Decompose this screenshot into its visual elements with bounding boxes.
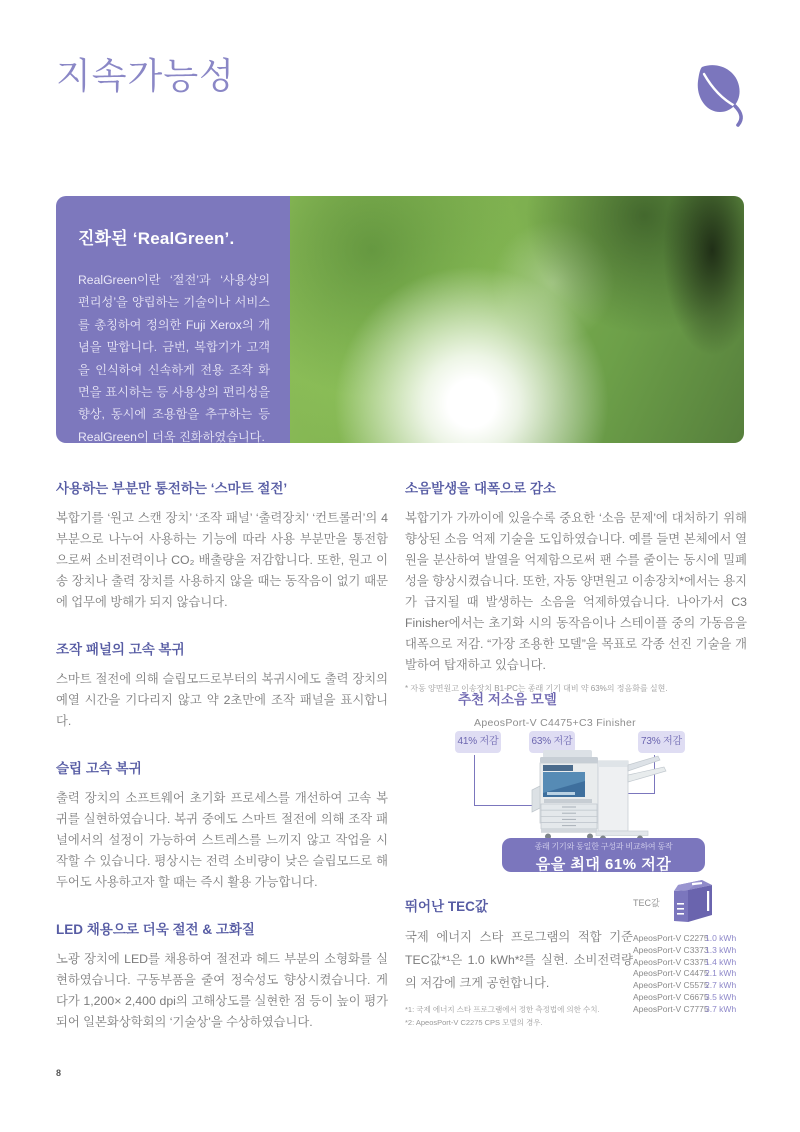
model-tec-value: 3.5 kWh — [705, 991, 737, 1002]
hero-text-panel — [56, 196, 290, 443]
section-smart-power-saving — [56, 477, 388, 613]
model-name: ApeosPort-V C4475 — [633, 968, 709, 979]
tec-label: TEC값 — [633, 897, 660, 908]
diagram-heading: 추천 저소음 모델 — [458, 692, 557, 707]
tec-model-row — [633, 992, 751, 1004]
tec-section — [405, 895, 750, 1029]
tec-model-list — [633, 933, 751, 1016]
callout-41-percent: 41% 저감 — [455, 731, 501, 753]
tec-value-list-block — [633, 877, 751, 1016]
model-name: ApeosPort-V C2275 — [633, 933, 709, 943]
callout-connector-line — [474, 755, 475, 805]
right-column — [405, 477, 747, 719]
banner-small-text: 종래 기기와 동일한 구성과 비교하여 동작 — [534, 842, 673, 851]
hero-banner — [56, 196, 744, 443]
section-panel-fast-recovery — [56, 638, 388, 732]
tec-model-row — [633, 933, 751, 945]
diagram-model-name: ApeosPort-V C4475+C3 Finisher — [474, 717, 636, 729]
section-noise-reduction — [405, 477, 747, 694]
tec-model-row — [633, 945, 751, 957]
section-heading: 슬립 고속 복귀 — [56, 761, 142, 776]
callout-73-percent: 73% 저감 — [638, 731, 685, 753]
model-name: ApeosPort-V C5575 — [633, 980, 709, 991]
section-heading: 뛰어난 TEC값 — [405, 899, 488, 914]
model-tec-value: 2.7 kWh — [705, 980, 737, 991]
multifunction-printer-illustration — [490, 748, 678, 843]
hero-body: RealGreen이란 ‘절전’과 ‘사용상의 편리성’을 양립하는 기술이나 서비스를 총칭하여 정의한 Fuji Xerox의 개념을 말합니다. 금번, 복합기가 고객을 인식하여 신속하게 전용 조작 화면을 표시하는 등 사용상의 편리성을 향상, 동시에 조용함을 추구하는 등 RealGreen이 더욱 진화하였습니다. — [78, 273, 270, 443]
section-body: 복합기를 ‘원고 스캔 장치’ ‘조작 패널’ ‘출력장치’ ‘컨트롤러’의 4 부분으로 나누어 사용하는 기능에 따라 사용 부분만을 통전함으로써 소비전력이나 CO₂ 배출량을 저감합니다. 또한, 원고 이송 장치나 출력 장치를 사용하지 않을 때는 동작음이 없기 때문에 업무에 방해가 되지 않습니다. — [56, 511, 388, 609]
section-heading: 소음발생을 대폭으로 감소 — [405, 481, 556, 496]
section-body: 복합기가 가까이에 있을수록 중요한 ‘소음 문제’에 대처하기 위해 향상된 소음 억제 기술을 도입하였습니다. 예를 들면 본체에서 열원을 분산하여 발열을 억제함으로써 팬 수를 줄이는 동시에 밀폐성을 향상시켰습니다. 또한, 자동 양면원고 이송장치*에서는 용지가 급지될 때 발생하는 소음을 억제하였습니다. 나아가서 C3 Finisher에서는 초기화 시의 동작음이나 스테이플 중의 가동음을 대폭으로 저감. “가장 조용한 모델”을 목표로 각종 선진 기술을 개발하여 탑재하고 있습니다. — [405, 511, 747, 672]
model-tec-value: 1.4 kWh — [705, 956, 737, 967]
model-tec-value: 1.3 kWh — [705, 944, 737, 955]
banner-big-text: 음을 최대 61% 저감 — [535, 856, 672, 873]
tec-footnote-1: *1: 국제 에너지 스타 프로그램에서 정한 측정법에 의한 수치. — [405, 1005, 600, 1014]
model-tec-value: 2.1 kWh — [705, 968, 737, 979]
tec-model-row — [633, 1004, 751, 1016]
noise-footnote: * 자동 양면원고 이송장치 B1-PC는 종래 기기 대비 약 63%의 정음화를 실현. — [405, 684, 668, 693]
hero-title: 진화된 ‘RealGreen’. — [78, 229, 235, 248]
model-tec-value: 1.0 kWh — [705, 933, 737, 943]
callout-63-percent: 63% 저감 — [529, 731, 575, 753]
forest-canopy-photo — [290, 196, 744, 443]
page-number: 8 — [56, 1068, 62, 1078]
section-body: 노광 장치에 LED를 채용하여 절전과 헤드 부분의 소형화를 실현하였습니다. 구동부품을 줄여 정숙성도 향상시켰습니다. 게다가 1,200× 2,400 dpi의 고해상도를 실현한 점 등이 높이 평가되어 일본화상학회의 ‘기술상’을 수상하였습니다. — [56, 952, 388, 1029]
section-body: 출력 장치의 소프트웨어 초기화 프로세스를 개선하여 고속 복귀를 실현하였습니다. 복귀 중에도 스마트 절전에 의해 조작 패널에서의 설정이 가능하여 스트레스를 느끼지 않고 작업을 시작할 수 있습니다. 평상시는 전력 소비량이 낮은 슬립모드로 해 두어도 사용하고자 할 때는 즉시 활용 가능합니다. — [56, 791, 388, 889]
noise-reduction-banner — [502, 838, 705, 872]
tec-text-block — [405, 895, 633, 1029]
page-title: 지속가능성 — [56, 55, 235, 96]
section-heading: 사용하는 부분만 통전하는 ‘스마트 절전’ — [56, 481, 288, 496]
section-body: 스마트 절전에 의해 슬립모드로부터의 복귀시에도 출력 장치의 예열 시간을 기다리지 않고 약 2초만에 조작 패널을 표시합니다. — [56, 672, 388, 728]
section-led — [56, 918, 388, 1033]
model-name: ApeosPort-V C3375 — [633, 956, 709, 967]
section-body: 국제 에너지 스타 프로그램의 적합 기준 TEC값*¹은 1.0 kWh*²를 실현. 소비전력량의 저감에 크게 공헌합니다. — [405, 930, 633, 990]
section-heading: LED 채용으로 더욱 절전 & 고화질 — [56, 922, 255, 937]
leaf-icon — [692, 64, 748, 128]
section-sleep-fast-recovery — [56, 757, 388, 893]
model-name: ApeosPort-V C6675 — [633, 991, 709, 1002]
tec-model-row — [633, 980, 751, 992]
tec-model-row — [633, 957, 751, 969]
low-noise-model-diagram — [405, 688, 750, 893]
model-name: ApeosPort-V C3373 — [633, 944, 709, 955]
left-column — [56, 477, 388, 1058]
model-name: ApeosPort-V C7775 — [633, 1003, 709, 1014]
copier-icon — [668, 877, 716, 927]
model-tec-value: 3.7 kWh — [705, 1003, 737, 1014]
section-heading: 조작 패널의 고속 복귀 — [56, 642, 185, 657]
tec-model-row — [633, 968, 751, 980]
tec-footnote-2: *2: ApeosPort-V C2275 CPS 모델의 경우. — [405, 1018, 543, 1027]
